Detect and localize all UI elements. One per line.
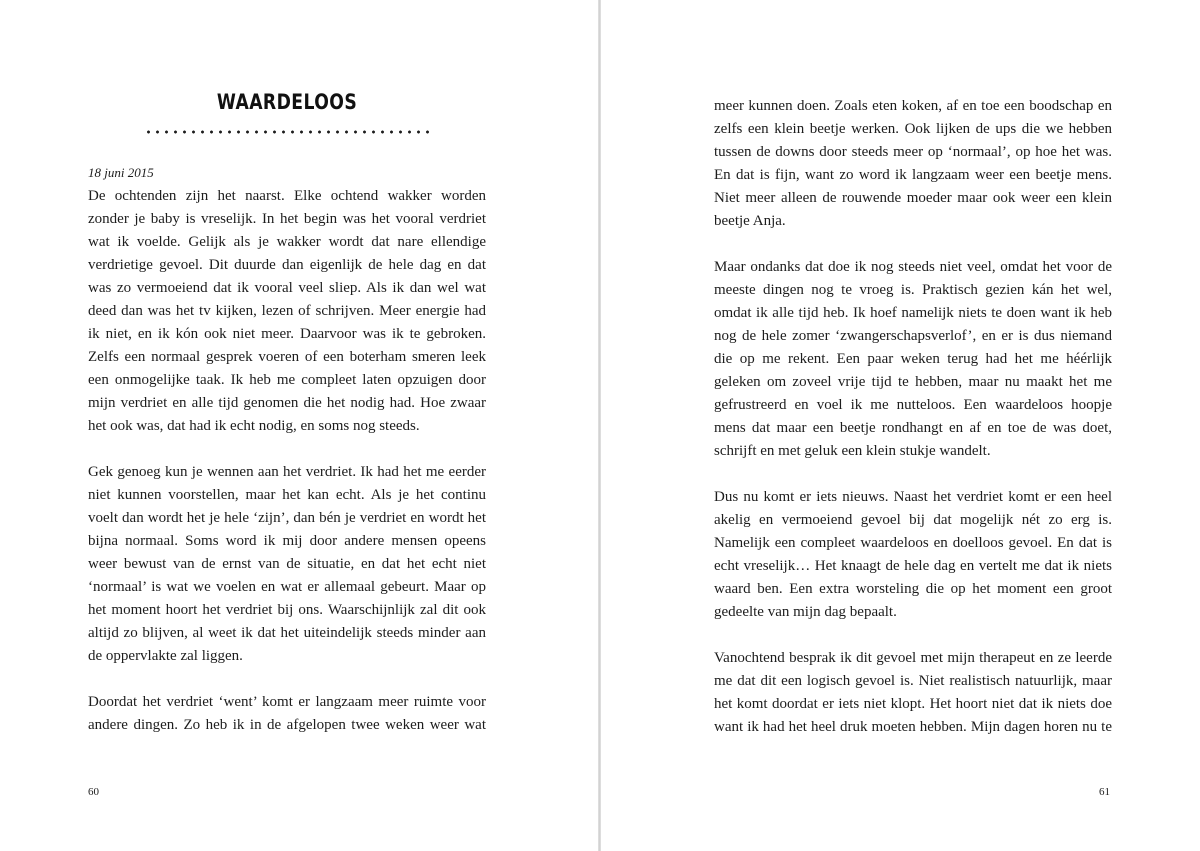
left-text-block (88, 163, 486, 737)
paragraph: Maar ondanks dat doe ik nog steeds niet veel, omdat het voor de meeste dingen nog te vroeg is. Praktisch gezien kán het wel, omdat ik alle tijd heb. Ik hoef namelijk niets te doen want ik heb nog de hele zomer ‘zwangerschapsverlof’, en er is dus niemand die op me rekent. Een paar weken terug had het me héérlijk geleken om zoveel vrije tijd te hebben, maar nu maakt het me gefrustreerd en voel ik me nutteloos. Een waardeloos hoopje mens dat maar een beetje rondhangt en af en toe de was doet, schrijft en met geluk een klein stukje wandelt. (714, 259, 1112, 459)
left-page (0, 0, 598, 851)
right-page (601, 0, 1200, 851)
page-number: 61 (1099, 786, 1110, 798)
paragraph: Gek genoeg kun je wennen aan het verdriet. Ik had het me eerder niet kunnen voorstellen, maar het kan echt. Als je het continu voelt dan wordt het je hele ‘zijn’, dan bén je verdriet en wordt het bijna normaal. Soms word ik mij door andere mensen opeens weer bewust van de ernst van de situatie, en dat het echt niet ‘normaal’ is wat we voelen en wat er allemaal gebeurt. Maar op het moment hoort het verdriet bij ons. Waarschijnlijk zal dit ook altijd zo blijven, al weet ik dat het uiteindelijk steeds minder aan de oppervlakte zal liggen. (88, 464, 486, 664)
paragraph: Dus nu komt er iets nieuws. Naast het verdriet komt er een heel akelig en vermoeiend gevoel bij dat mogelijk nét zo erg is. Namelijk een compleet waardeloos en doelloos gevoel. En dat is echt vreselijk… Het knaagt de hele dag en vertelt me dat ik niets waard ben. Een extra worsteling die op het moment een groot gedeelte van mijn dag bepaalt. (714, 489, 1112, 620)
entry-date: 18 juni 2015 (88, 165, 154, 180)
page-number: 60 (88, 786, 99, 798)
paragraph-continued: Doordat het verdriet ‘went’ komt er langzaam meer ruimte voor andere dingen. Zo heb ik in de afgelopen twee weken weer wat (88, 694, 486, 733)
paragraph: meer kunnen doen. Zoals eten koken, af en toe een boodschap en zelfs een klein beetje werken. Ook lijken de ups die we hebben tussen de downs door steeds meer op ‘normaal’, op hoe het was. En dat is fijn, want zo word ik langzaam weer een beetje mens. Niet meer alleen de rouwende moeder maar ook weer een klein beetje Anja. (714, 98, 1112, 229)
chapter-title: WAARDELOOS (216, 90, 358, 114)
paragraph-continued: Vanochtend besprak ik dit gevoel met mijn therapeut en ze leerde me dat dit een logisch gevoel is. Niet realistisch natuurlijk, maar het komt doordat er iets niet klopt. Het hoort niet dat ik niets doe want ik had het heel druk moeten hebben. Mijn dagen horen nu te (714, 650, 1112, 735)
paragraph: De ochtenden zijn het naarst. Elke ochtend wakker worden zonder je baby is vreselijk. In het begin was het vooral verdriet wat ik voelde. Gelijk als je wakker wordt dat nare ellendige verdrietige gevoel. Dit duurde dan eigenlijk de hele dag en dat was zo vermoeiend dat ik vooral veel sliep. Als ik dan wel wat deed dan was het tv kijken, lezen of schrijven. Meer energie had ik niet, en ik kón ook niet meer. Daarvoor was ik te gebroken. Zelfs een normaal gesprek voeren of een boterham smeren leek een onmogelijke taak. Ik heb me compleet laten opzuigen door mijn verdriet en alle tijd genomen die het nodig had. Hoe zwaar het ook was, dat had ik echt nodig, en soms nog steeds. (88, 188, 486, 434)
right-text-block (714, 95, 1112, 739)
dotted-divider (144, 130, 432, 134)
